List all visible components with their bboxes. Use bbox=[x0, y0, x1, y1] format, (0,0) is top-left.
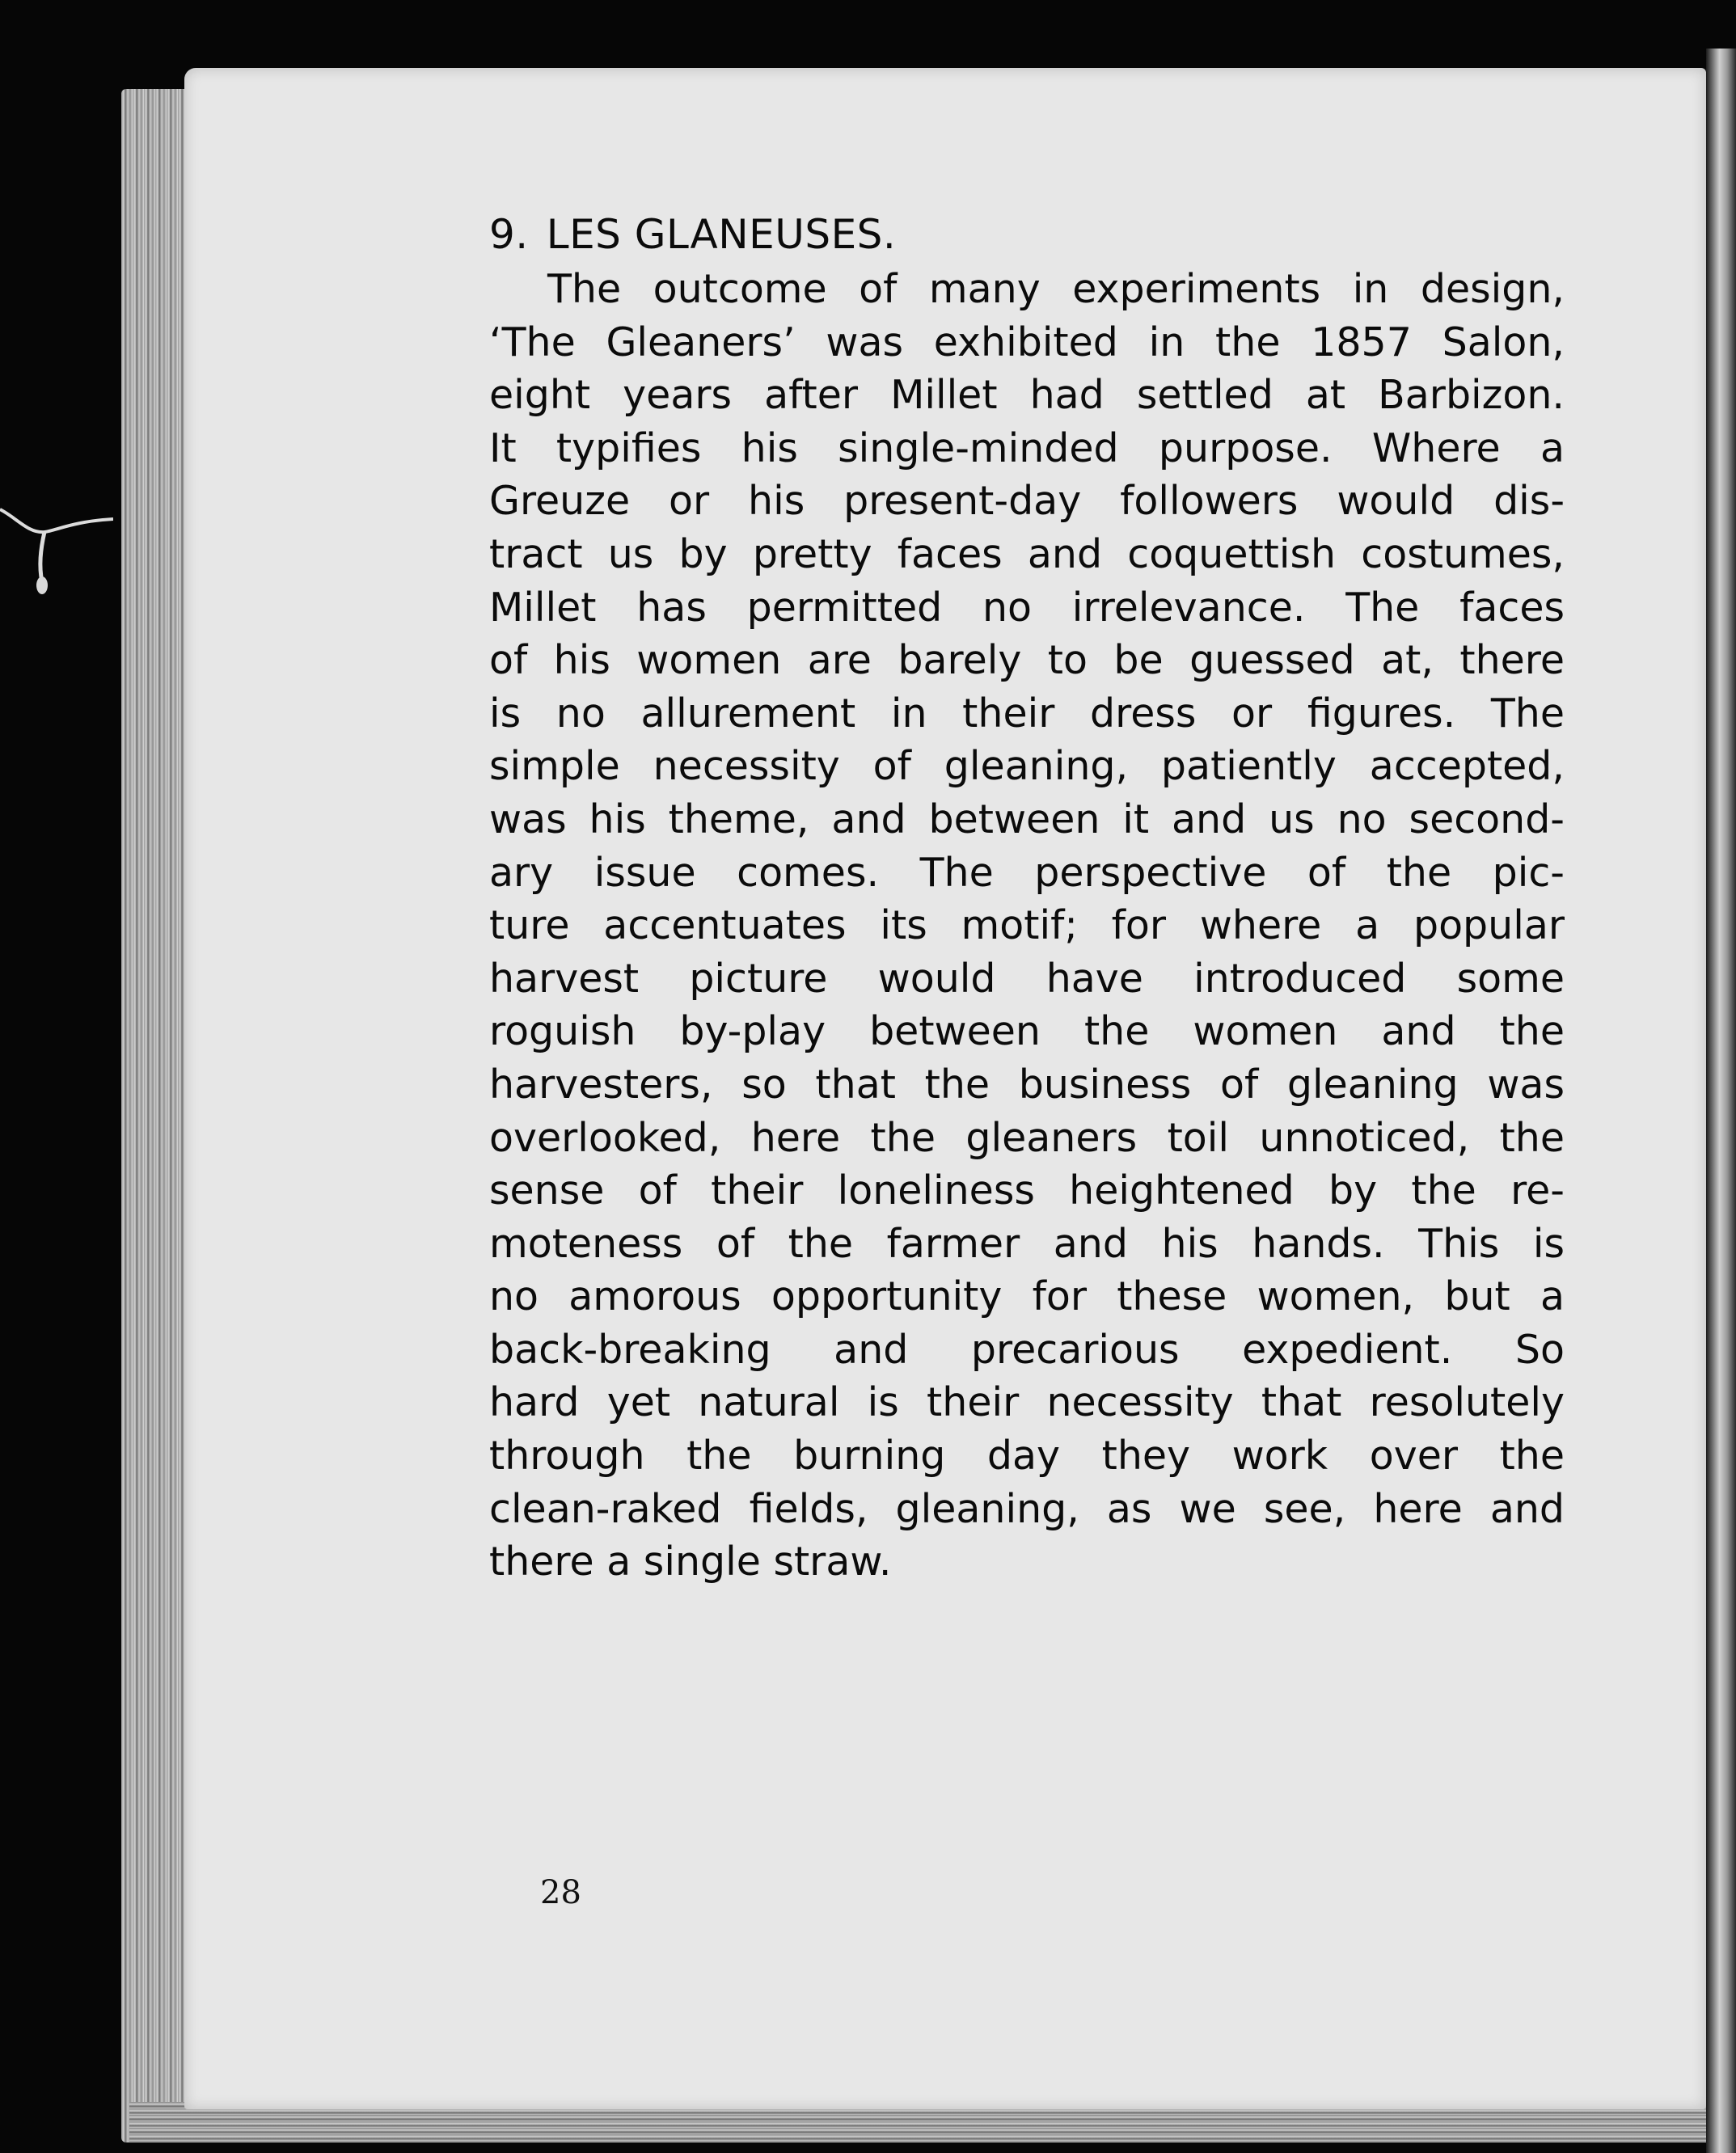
text-line: hard yet natural is their necessity that resolutely bbox=[489, 1379, 1565, 1426]
text-line: no amorous opportunity for these women, but a bbox=[489, 1273, 1565, 1320]
page-text bbox=[489, 206, 1565, 1589]
text-line: through the burning day they work over the bbox=[489, 1433, 1565, 1480]
text-line: is no allurement in their dress or figures. The bbox=[489, 690, 1565, 737]
page-number: 28 bbox=[540, 1874, 581, 1911]
text-line: there a single straw. bbox=[489, 1539, 892, 1585]
text-line: tract us by pretty faces and coquettish costumes, bbox=[489, 530, 1565, 577]
text-line: Greuze or his present-day followers would dis- bbox=[489, 478, 1565, 525]
text-line: of his women are barely to be guessed at, there bbox=[489, 637, 1565, 684]
text-line: back-breaking and precarious expedient. So bbox=[489, 1326, 1565, 1373]
text-line: eight years after Millet had settled at Barbizon. bbox=[489, 372, 1565, 419]
text-line: was his theme, and between it and us no second- bbox=[489, 796, 1565, 842]
text-line: overlooked, here the gleaners toil unnoticed, the bbox=[489, 1114, 1565, 1161]
section-title: LES GLANEUSES. bbox=[546, 211, 897, 258]
body-paragraph bbox=[489, 263, 1565, 1589]
text-line: clean-raked fields, gleaning, as we see, here and bbox=[489, 1485, 1565, 1532]
text-line: simple necessity of gleaning, patiently accepted, bbox=[489, 743, 1565, 790]
text-line: harvesters, so that the business of gleaning was bbox=[489, 1061, 1565, 1108]
text-line: sense of their loneliness heightened by the re- bbox=[489, 1167, 1565, 1214]
text-line: ture accentuates its motif; for where a popular bbox=[489, 902, 1565, 949]
text-line: ‘The Gleaners’ was exhibited in the 1857 Salon, bbox=[489, 319, 1565, 365]
book-page-edges-left bbox=[121, 89, 194, 2142]
text-line: Millet has permitted no irrelevance. The faces bbox=[489, 584, 1565, 631]
text-line: moteness of the farmer and his hands. This is bbox=[489, 1220, 1565, 1267]
section-heading bbox=[489, 206, 1565, 263]
bookmark-string bbox=[0, 501, 113, 598]
text-line: roguish by-play between the women and the bbox=[489, 1008, 1565, 1055]
book-binding-right bbox=[1706, 49, 1736, 2153]
text-line: harvest picture would have introduced some bbox=[489, 955, 1565, 1002]
text-line: ary issue comes. The perspective of the pic- bbox=[489, 849, 1565, 896]
section-number: 9. bbox=[489, 211, 529, 258]
text-line: The outcome of many experiments in design, bbox=[547, 266, 1565, 312]
text-line: It typifies his single-minded purpose. Where a bbox=[489, 424, 1565, 471]
